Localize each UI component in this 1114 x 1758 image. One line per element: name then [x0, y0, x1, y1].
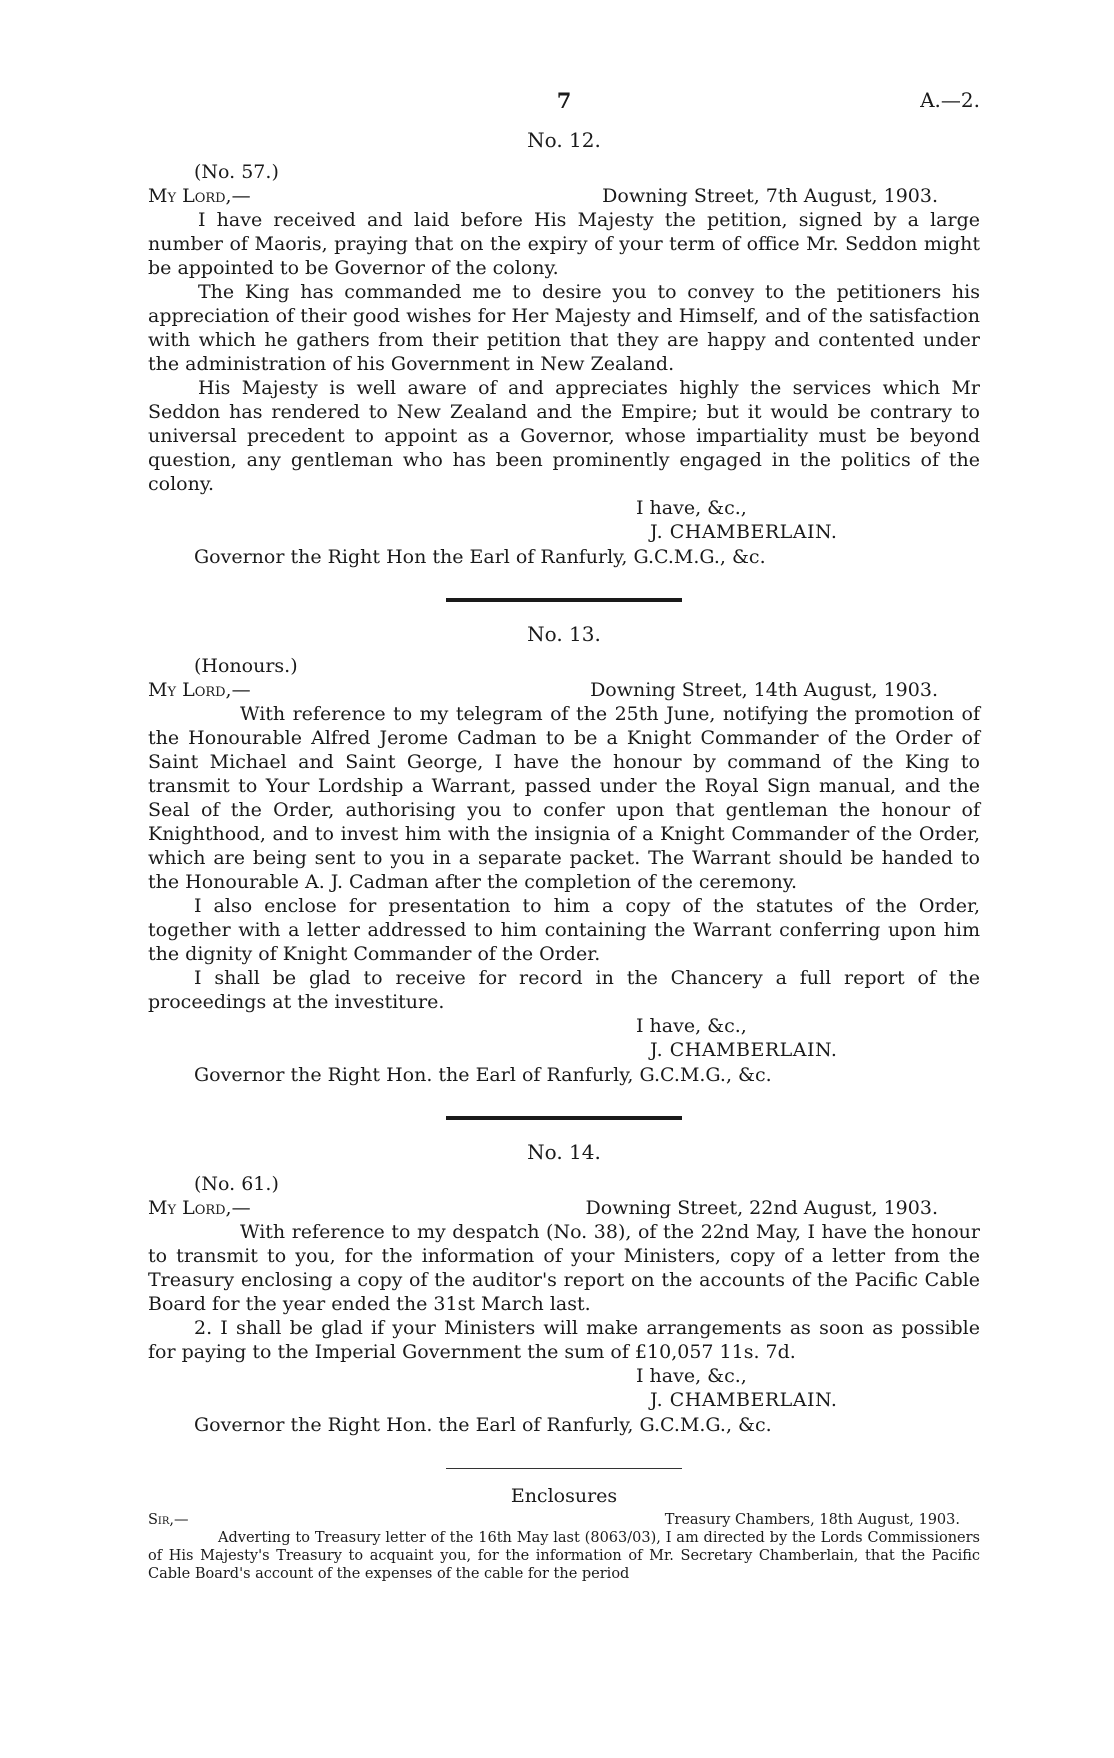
salutation: My Lord,— [148, 185, 251, 207]
closing-phrase: I have, &c., [636, 497, 747, 519]
closing-block [148, 1014, 980, 1062]
salutation-row [148, 678, 980, 702]
section-divider [446, 1468, 682, 1469]
salutation-row [148, 1511, 980, 1529]
addressee: Governor the Right Hon the Earl of Ranfurly, G.C.M.G., &c. [194, 546, 766, 568]
salutation: My Lord,— [148, 679, 251, 701]
page-header [148, 0, 980, 130]
closing-phrase: I have, &c., [636, 1365, 747, 1387]
dateline: Treasury Chambers, 18th August, 1903. [664, 1512, 960, 1528]
paragraph: Adverting to Treasury letter of the 16th May last (8063/03), I am directed by the Lords Commissioners of His Majesty's Treasury to acquaint you, for the information of Mr. Secretary Chamberlain, that the Pacific Cable Board's account of the expenses of the cable for the period [148, 1530, 980, 1582]
dateline: Downing Street, 7th August, 1903. [602, 185, 938, 207]
letter-title: No. 12. [527, 128, 601, 152]
addressee: Governor the Right Hon. the Earl of Ranfurly, G.C.M.G., &c. [194, 1064, 772, 1086]
paragraph: The King has commanded me to desire you to convey to the petitioners his appreciation of their good wishes for Her Majesty and Himself, and of the satisfaction with which he gathers from their petition that they are happy and contented under the administration of his Government in New Zealand. [148, 281, 980, 375]
page-reference: A.—2. [920, 88, 980, 112]
letter-no-13 [148, 622, 980, 1088]
page-number: 7 [556, 88, 572, 113]
enclosure-letter [148, 1511, 980, 1583]
closing-block [148, 1364, 980, 1412]
section-divider [446, 1116, 682, 1120]
paragraph: I also enclose for presentation to him a copy of the statutes of the Order, together with a letter addressed to him containing the Warrant conferring upon him the dignity of Knight Commander of the Order. [148, 895, 980, 965]
signature: J. CHAMBERLAIN. [650, 521, 838, 543]
section-divider [446, 598, 682, 602]
enclosures-title: Enclosures [510, 1485, 618, 1507]
salutation: Sir,— [148, 1512, 189, 1528]
closing-block [148, 496, 980, 544]
paragraph: 2. I shall be glad if your Ministers will make arrangements as soon as possible for paying to the Imperial Government the sum of £10,057 11s. 7d. [148, 1317, 980, 1363]
paragraph: With reference to my despatch (No. 38), of the 22nd May, I have the honour to transmit to you, for the information of your Ministers, copy of a letter from the Treasury enclosing a copy of the auditor's report on the accounts of the Pacific Cable Board for the year ended the 31st March last. [148, 1221, 980, 1315]
addressee: Governor the Right Hon. the Earl of Ranfurly, G.C.M.G., &c. [194, 1414, 772, 1436]
signature: J. CHAMBERLAIN. [650, 1039, 838, 1061]
letter-reference: (No. 57.) [194, 161, 279, 183]
document-page [148, 0, 980, 1758]
dateline: Downing Street, 14th August, 1903. [590, 679, 938, 701]
salutation: My Lord,— [148, 1197, 251, 1219]
salutation-row [148, 1196, 980, 1220]
salutation-row [148, 184, 980, 208]
paragraph: I have received and laid before His Majesty the petition, signed by a large number of Maoris, praying that on the expiry of your term of office Mr. Seddon might be appointed to be Governor of the colony. [148, 209, 980, 279]
signature: J. CHAMBERLAIN. [650, 1389, 838, 1411]
dateline: Downing Street, 22nd August, 1903. [585, 1197, 938, 1219]
enclosures-section [148, 1485, 980, 1583]
letter-reference: (Honours.) [194, 655, 298, 677]
letter-title: No. 13. [527, 622, 601, 646]
paragraph: His Majesty is well aware of and appreciates highly the services which Mr Seddon has rendered to New Zealand and the Empire; but it would be contrary to universal precedent to appoint as a Governor, whose impartiality must be beyond question, any gentleman who has been prominently engaged in the politics of the colony. [148, 377, 980, 495]
paragraph: I shall be glad to receive for record in the Chancery a full report of the proceedings at the investiture. [148, 967, 980, 1013]
paragraph: With reference to my telegram of the 25th June, notifying the promotion of the Honourable Alfred Jerome Cadman to be a Knight Commander of the Order of Saint Michael and Saint George, I have the honour by command of the King to transmit to Your Lordship a Warrant, passed under the Royal Sign manual, and the Seal of the Order, authorising you to confer upon that gentleman the honour of Knighthood, and to invest him with the insignia of a Knight Commander of the Order, which are being sent to you in a separate packet. The Warrant should be handed to the Honourable A. J. Cadman after the completion of the ceremony. [148, 703, 980, 893]
letter-title: No. 14. [527, 1140, 601, 1164]
letter-no-14 [148, 1140, 980, 1438]
closing-phrase: I have, &c., [636, 1015, 747, 1037]
letter-no-12 [148, 128, 980, 570]
letter-reference: (No. 61.) [194, 1173, 279, 1195]
